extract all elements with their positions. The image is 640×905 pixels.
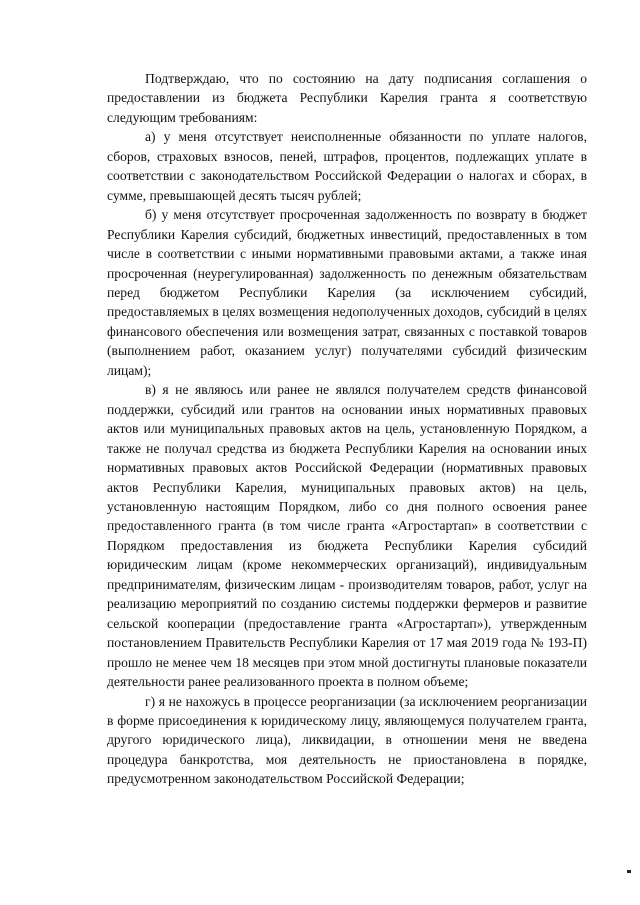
scan-mark — [627, 870, 631, 873]
requirement-v-paragraph: в) я не являюсь или ранее не являлся получателем средств финансовой поддержки, субсидий или грантов на основании иных нормативных правовых актов или муниципальных правовых актов на цель, установленную Порядком, а также не получал средства из бюджета Республики Карелия на основании иных нормативных правовых актов Российской Федерации (нормативных правовых актов Республики Карелия, муниципальных правовых актов) на цель, установленную настоящим Порядком, либо со дня полного освоения ранее предоставленного гранта (в том числе гранта «Агростартап» в соответствии с Порядком предоставления из бюджета Республики Карелия субсидий юридическим лицам (кроме некоммерческих организаций), индивидуальным предпринимателям, физическим лицам - производителям товаров, работ, услуг на реализацию мероприятий по созданию системы поддержки фермеров и развитие сельской кооперации (предоставление гранта «Агростартап»), утвержденным постановлением Правительств Республики Карелия от 17 мая 2019 года № 193-П) прошло не менее чем 18 месяцев при этом мной достигнуты плановые показатели деятельности ранее реализованного проекта в полном объеме; — [107, 382, 587, 690]
intro-paragraph: Подтверждаю, что по состоянию на дату подписания соглашения о предоставлении из бюджета Республики Карелия гранта я соответствую следующим требованиям: — [107, 71, 587, 125]
requirement-g-paragraph: г) я не нахожусь в процессе реорганизации (за исключением реорганизации в форме присоединения к юридическому лицу, являющемуся получателем гранта, другого юридического лица), ликвидации, в отношении меня не введена процедура банкротства, моя деятельность не приостановлена в порядке, предусмотренном законодательством Российской Федерации; — [107, 693, 587, 787]
document-body — [107, 69, 587, 789]
requirement-b-paragraph: б) у меня отсутствует просроченная задолженность по возврату в бюджет Республики Карелия субсидий, бюджетных инвестиций, предоставленных в том числе в соответствии с иными нормативными правовыми актами, а также иная просроченная (неурегулированная) задолженность по денежным обязательствам перед бюджетом Республики Карелия (за исключением субсидий, предоставляемых в целях возмещения недополученных доходов, субсидий в целях финансового обеспечения или возмещения затрат, связанных с поставкой товаров (выполнением работ, оказанием услуг) получателями субсидий физическим лицам); — [107, 207, 587, 378]
requirement-a-paragraph: а) у меня отсутствует неисполненные обязанности по уплате налогов, сборов, страховых взносов, пеней, штрафов, процентов, подлежащих уплате в соответствии с законодательством Российской Федерации о налогах и сборах, в сумме, превышающей десять тысяч рублей; — [107, 129, 587, 203]
